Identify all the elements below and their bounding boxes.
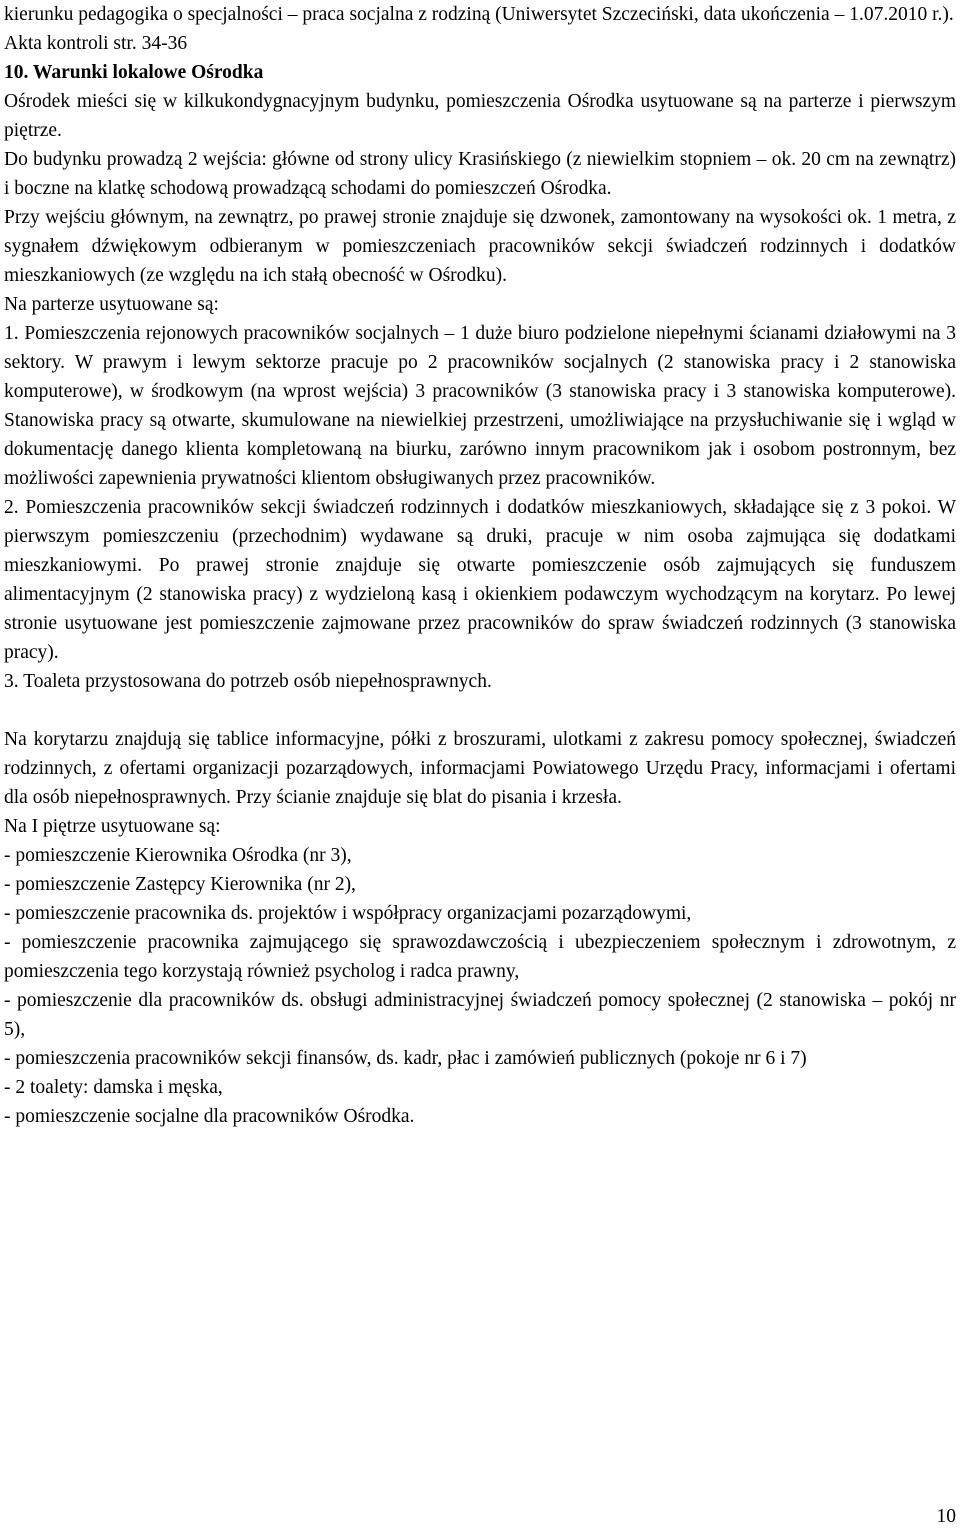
list-item-deputy-room: - pomieszczenie Zastępcy Kierownika (nr 2), bbox=[4, 874, 356, 895]
list-item-benefits-section: 2. Pomieszczenia pracowników sekcji świadczeń rodzinnych i dodatków mieszkaniowych, składające się z 3 pokoi. W pierwszym pomieszczeniu (przechodnim) wydawane są druki, pracuje w nim osoba zajmująca się dodatkami mieszkaniowymi. Po prawej stronie znajduje się otwarte pomieszczenie osób zajmujących się funduszem alimentacyjnym (2 stanowiska pracy) z wydzieloną kasą i okienkiem podawczym wychodzącym na korytarz. Po lewej stronie usytuowane jest pomieszczenie zajmowane przez pracowników do spraw świadczeń rodzinnych (3 stanowiska pracy). bbox=[4, 497, 956, 663]
paragraph-corridor: Na korytarzu znajdują się tablice informacyjne, półki z broszurami, ulotkami z zakresu pomocy społecznej, świadczeń rodzinnych, z ofertami organizacji pozarządowych, informacjami Powiatowego Urzędu Pracy, informacjami i ofertami dla osób niepełnosprawnych. Przy ścianie znajduje się blat do pisania i krzesła. bbox=[4, 729, 956, 808]
ground-floor-heading: Na parterze usytuowane są: bbox=[4, 294, 219, 315]
paragraph-entrances: Do budynku prowadzą 2 wejścia: główne od strony ulicy Krasińskiego (z niewielkim stopniem – ok. 20 cm na zewnątrz) i boczne na klatkę schodową prowadzącą schodami do pomieszczeń Ośrodka. bbox=[4, 149, 956, 199]
list-item-social-room: - pomieszczenie socjalne dla pracowników Ośrodka. bbox=[4, 1106, 415, 1127]
list-item-toilets: - 2 toalety: damska i męska, bbox=[4, 1077, 223, 1098]
list-item-projects-room: - pomieszczenie pracownika ds. projektów i współpracy organizacjami pozarządowymi, bbox=[4, 903, 692, 924]
list-item-toilet: 3. Toaleta przystosowana do potrzeb osób niepełnosprawnych. bbox=[4, 671, 492, 692]
list-item-finance-rooms: - pomieszczenia pracowników sekcji finansów, ds. kadr, płac i zamówień publicznych (pokoje nr 6 i 7) bbox=[4, 1048, 807, 1069]
paragraph-doorbell: Przy wejściu głównym, na zewnątrz, po prawej stronie znajduje się dzwonek, zamontowany na wysokości ok. 1 metra, z sygnałem dźwiękowym odbieranym w pomieszczeniach pracowników sekcji świadczeń rodzinnych i dodatków mieszkaniowych (ze względu na ich stałą obecność w Ośrodku). bbox=[4, 207, 956, 286]
document-page bbox=[4, 0, 956, 1131]
list-item-social-workers: 1. Pomieszczenia rejonowych pracowników socjalnych – 1 duże biuro podzielone niepełnymi ścianami działowymi na 3 sektory. W prawym i lewym sektorze pracuje po 2 pracowników socjalnych (2 stanowiska pracy i 2 stanowiska komputerowe), w środkowym (na wprost wejścia) 3 pracowników (3 stanowiska pracy i 3 stanowiska komputerowe). Stanowiska pracy są otwarte, skumulowane na niewielkiej przestrzeni, umożliwiające na przysłuchiwanie się i wgląd w dokumentację danego klienta kompletowaną na biurku, zarówno innym pracownikom jak i osobom postronnym, bez możliwości zapewnienia prywatności klientom obsługiwanych przez pracowników. bbox=[4, 323, 956, 489]
paragraph-gap bbox=[4, 696, 956, 725]
paragraph-building: Ośrodek mieści się w kilkukondygnacyjnym budynku, pomieszczenia Ośrodka usytuowane są na parterze i pierwszym piętrze. bbox=[4, 91, 956, 141]
list-item-admin-room: - pomieszczenie dla pracowników ds. obsługi administracyjnej świadczeń pomocy społecznej (2 stanowiska – pokój nr 5), bbox=[4, 990, 956, 1040]
paragraph-education: kierunku pedagogika o specjalności – praca socjalna z rodziną (Uniwersytet Szczeciński, data ukończenia – 1.07.2010 r.). bbox=[4, 4, 954, 25]
list-item-manager-room: - pomieszczenie Kierownika Ośrodka (nr 3), bbox=[4, 845, 352, 866]
paragraph-files-reference: Akta kontroli str. 34-36 bbox=[4, 33, 188, 54]
page-number: 10 bbox=[936, 1506, 956, 1527]
section-heading: 10. Warunki lokalowe Ośrodka bbox=[4, 62, 264, 83]
list-item-reporting-room: - pomieszczenie pracownika zajmującego się sprawozdawczością i ubezpieczeniem społecznym i zdrowotnym, z pomieszczenia tego korzystają również psycholog i radca prawny, bbox=[4, 932, 956, 982]
first-floor-heading: Na I piętrze usytuowane są: bbox=[4, 816, 221, 837]
